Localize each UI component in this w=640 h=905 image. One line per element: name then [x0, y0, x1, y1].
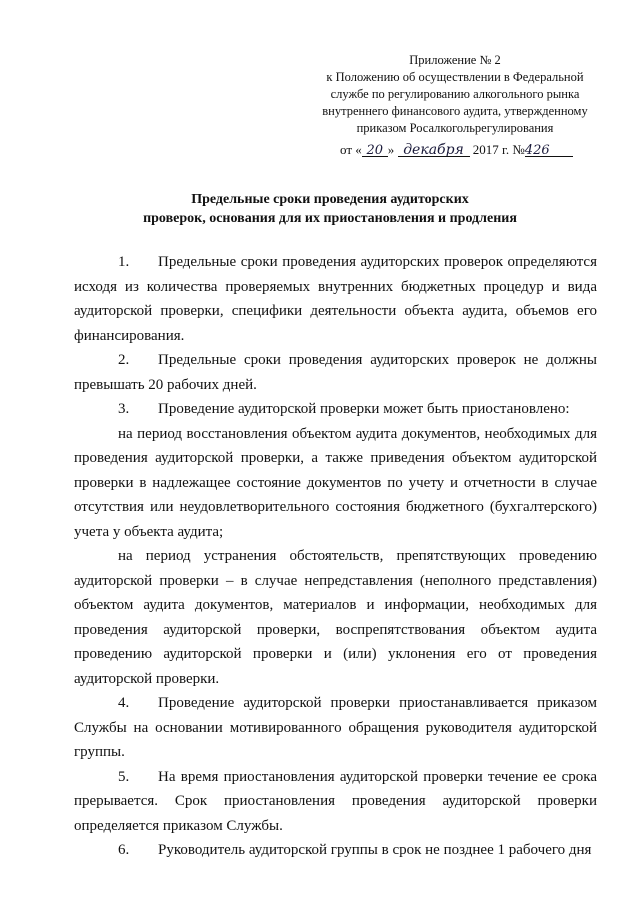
paragraph-3a: [74, 422, 597, 545]
appendix-line: внутреннего финансового аудита, утвержденному: [322, 104, 588, 118]
order-date-line: [340, 142, 573, 158]
item-number: 3.: [118, 401, 130, 417]
order-day-handwritten: 20: [362, 143, 388, 158]
appendix-line: Приложение № 2: [409, 53, 501, 67]
paragraph-3b: [74, 544, 597, 691]
paragraph-1: [74, 250, 597, 348]
paragraph-text: Предельные сроки проведения аудиторских проверок определяются исходя из количества проверяемых внутренних бюджетных процедур и вида аудиторской проверки, специфики деятельности объекта аудита, объемов его финансирования.: [74, 254, 597, 344]
order-month-handwritten: декабря: [398, 142, 470, 158]
document-title: [80, 190, 580, 228]
order-quote-close: »: [387, 142, 395, 157]
paragraph-text: на период устранения обстоятельств, препятствующих проведению аудиторской проверки – в случае непредставления (неполного представления) объектом аудита документов, материалов и информации, необходимых для проведения аудиторской проверки, воспрепятствования объектом аудита проведению аудиторской проверки и (или) уклонения его от проведения аудиторской проверки.: [74, 548, 597, 687]
item-number: 5.: [118, 768, 130, 785]
order-number-handwritten: 426: [525, 143, 573, 158]
paragraph-text: Предельные сроки проведения аудиторских проверок не должны превышать 20 рабочих дней.: [74, 352, 597, 393]
paragraph-text: на период восстановления объектом аудита документов, необходимых для проведения аудиторской проверки, а также приведения объектом аудиторской проверки в надлежащее состояние документов по учету и отчетности в случае отсутствия или неудовлетворительного состояния бюджетного (бухгалтерского) учета у объекта аудита;: [74, 425, 597, 540]
paragraph-5: [74, 765, 597, 839]
title-line-2: проверок, основания для их приостановления и продления: [143, 211, 517, 226]
appendix-line: службе по регулированию алкогольного рынка: [330, 87, 580, 101]
paragraph-text: Руководитель аудиторской группы в срок не позднее 1 рабочего дня: [158, 842, 592, 858]
appendix-header: [300, 52, 610, 137]
paragraph-6: [74, 838, 597, 863]
paragraph-text: Проведение аудиторской проверки может быть приостановлено:: [158, 401, 570, 417]
order-year: 2017 г. №: [472, 142, 525, 157]
paragraph-4: [74, 691, 597, 765]
title-line-1: Предельные сроки проведения аудиторских: [191, 192, 469, 207]
item-number: 2.: [118, 352, 130, 368]
item-number: 6.: [118, 842, 130, 858]
item-number: 1.: [118, 254, 130, 270]
appendix-line: к Положению об осуществлении в Федеральной: [326, 70, 584, 84]
paragraph-text: Проведение аудиторской проверки приостанавливается приказом Службы на основании мотивированного обращения руководителя аудиторской группы.: [74, 695, 597, 760]
paragraph-3: [74, 397, 597, 422]
paragraph-text: На время приостановления аудиторской проверки течение ее срока прерывается. Срок приостановления проведения аудиторской проверки определяется приказом Службы.: [74, 768, 597, 834]
document-body: [74, 250, 597, 863]
item-number: 4.: [118, 695, 130, 711]
paragraph-2: [74, 348, 597, 397]
appendix-line: приказом Росалкогольрегулирования: [356, 121, 554, 135]
order-prefix: от «: [340, 142, 362, 157]
